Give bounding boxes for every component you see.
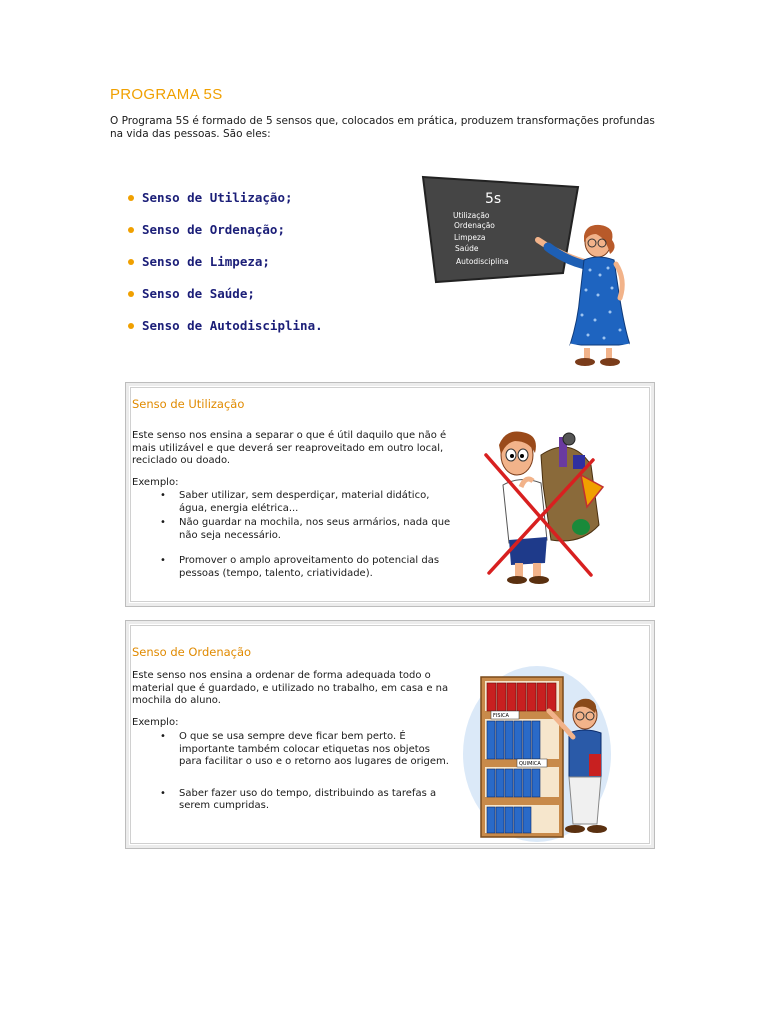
- shelf-label: QUIMICA: [519, 761, 541, 767]
- list-item: • Promover o amplo aproveitamento do potencial das pessoas (tempo, talento, criatividade).: [160, 555, 440, 579]
- senses-list: [128, 190, 323, 350]
- example-label: Exemplo:: [132, 477, 179, 488]
- blackboard-item: Ordenação: [454, 221, 495, 230]
- list-item: Senso de Utilização;: [128, 190, 323, 222]
- example-label: Exemplo:: [132, 717, 179, 728]
- list-item: • Saber fazer uso do tempo, distribuindo as tarefas a serem cumpridas.: [160, 787, 437, 811]
- bullet-icon: •: [160, 787, 166, 799]
- list-item: • Não guardar na mochila, nos seus armários, nada que não seja necessário.: [160, 517, 451, 541]
- teacher-blackboard-illustration: [420, 170, 630, 370]
- bullet-icon: •: [160, 517, 166, 528]
- bullet-icon: [128, 291, 134, 297]
- bullet-icon: [128, 259, 134, 265]
- bullet-icon: •: [160, 490, 166, 501]
- intro-paragraph: O Programa 5S é formado de 5 sensos que, colocados em prática, produzem transformações profundas na vida das pessoas. São eles:: [110, 115, 655, 140]
- blackboard-item: Saúde: [455, 244, 479, 253]
- list-item: Senso de Autodisciplina.: [128, 318, 323, 350]
- examples-list: [132, 490, 452, 580]
- blackboard-item: Utilização: [453, 211, 490, 220]
- card-senso-ordenacao: [125, 620, 655, 849]
- blackboard-item: Limpeza: [454, 233, 486, 242]
- list-item: Senso de Limpeza;: [128, 254, 323, 286]
- bullet-icon: [128, 195, 134, 201]
- shelf-label: FISICA: [493, 713, 509, 719]
- card-description: Este senso nos ensina a separar o que é útil daquilo que não é mais utilizável e que deverá ser reaproveitado em outro local, reciclado ou doado.: [132, 430, 447, 466]
- bullet-icon: [128, 323, 134, 329]
- list-item: Senso de Ordenação;: [128, 222, 323, 254]
- bullet-icon: [128, 227, 134, 233]
- list-item: • O que se usa sempre deve ficar bem perto. É importante também colocar etiquetas nos objetos para facilitar o uso e o retorno aos lugares de origem.: [160, 731, 449, 767]
- student-bookshelf-illustration: [461, 659, 613, 844]
- blackboard-item: Autodisciplina: [456, 257, 509, 266]
- blackboard-title: 5s: [485, 191, 502, 207]
- list-item: Senso de Saúde;: [128, 286, 323, 318]
- list-item: • Saber utilizar, sem desperdiçar, material didático, água, energia elétrica...: [160, 490, 430, 514]
- page-title: PROGRAMA 5S: [110, 86, 223, 103]
- card-description: Este senso nos ensina a ordenar de forma adequada todo o material que é guardado, e utilizado no trabalho, em casa e na mochila do aluno.: [132, 670, 449, 706]
- card-title: Senso de Ordenação: [132, 645, 252, 659]
- bullet-icon: •: [160, 555, 166, 566]
- student-backpack-illustration: [481, 415, 606, 590]
- card-senso-utilizacao: [125, 382, 655, 607]
- card-title: Senso de Utilização: [132, 397, 245, 411]
- bullet-icon: •: [160, 731, 166, 742]
- examples-list: [132, 731, 452, 813]
